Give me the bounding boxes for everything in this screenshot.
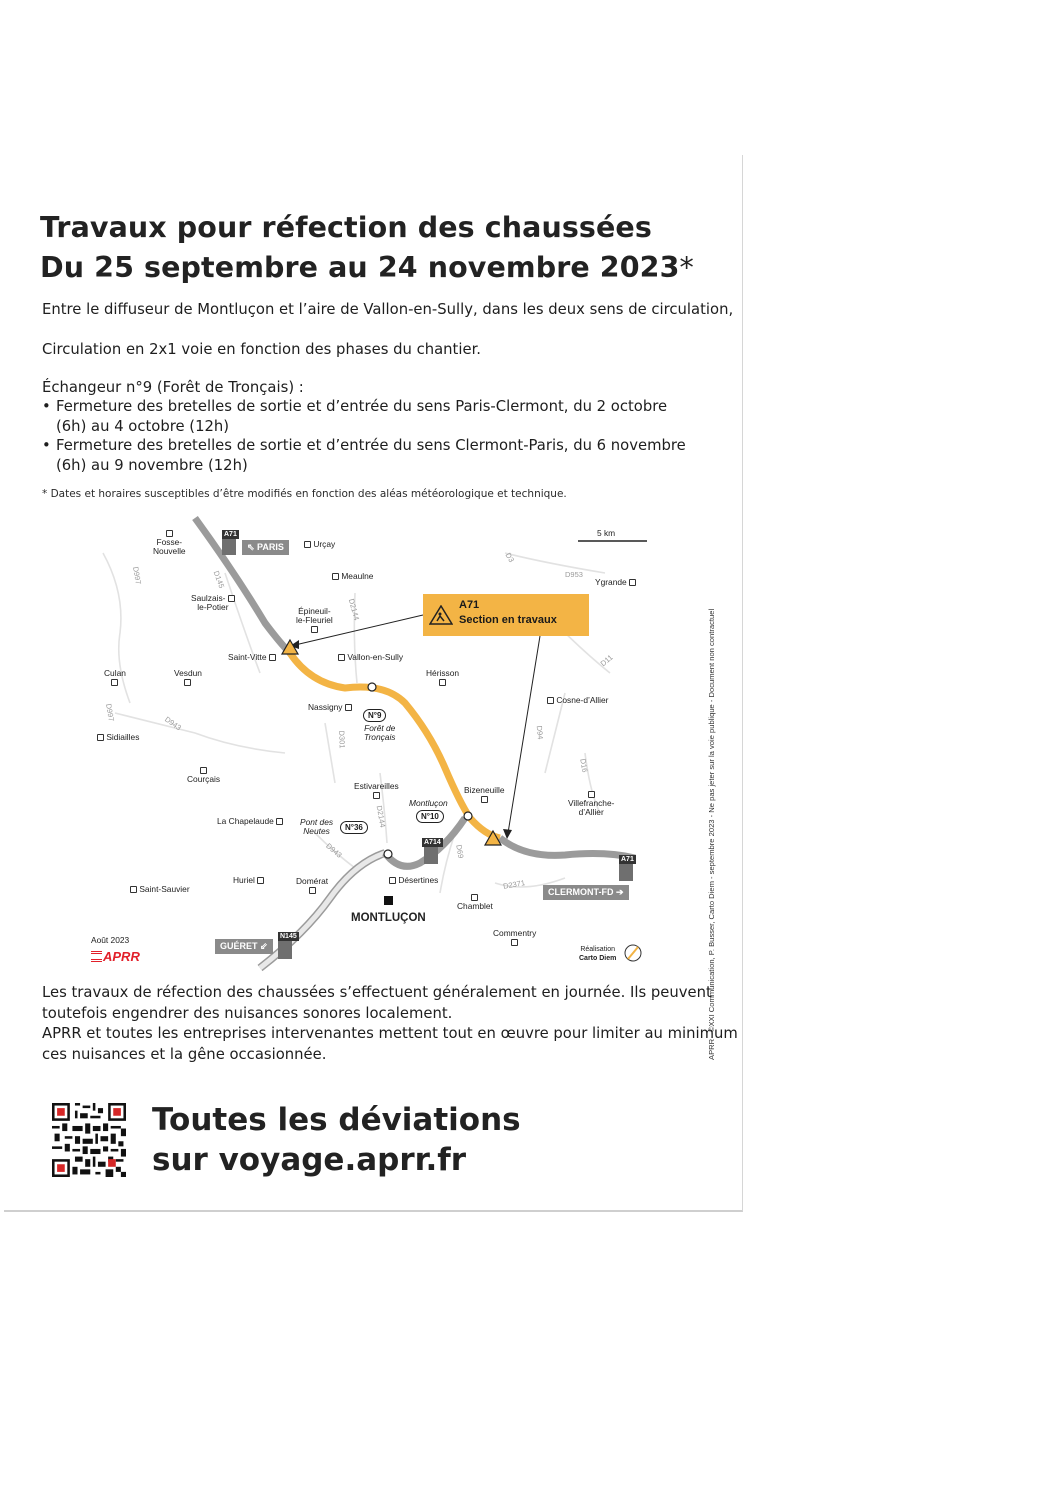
town-marker xyxy=(257,877,264,884)
town-marker xyxy=(345,704,352,711)
title-line-1: Travaux pour réfection des chaussées xyxy=(40,211,652,244)
exit-9-label-l2: Tronçais xyxy=(364,732,396,742)
town-name: Vesdun xyxy=(174,668,202,678)
deviations-cta xyxy=(152,1100,521,1180)
paris-direction-sign xyxy=(242,540,289,555)
motorway-pictogram xyxy=(222,537,236,555)
town-herisson xyxy=(426,669,459,687)
road-d11: D11 xyxy=(598,652,615,669)
town-villefranche-d-allier xyxy=(568,790,614,817)
exit-36-node xyxy=(384,850,392,858)
town-marker xyxy=(511,939,518,946)
town-marker xyxy=(309,887,316,894)
town-vesdun xyxy=(174,669,202,687)
arrow-right-icon: ➔ xyxy=(613,887,624,897)
town-marker xyxy=(389,877,396,884)
map-roads-svg xyxy=(85,513,660,975)
town-chamblet xyxy=(457,893,493,911)
map-credit xyxy=(579,945,616,963)
closing-line-4: ces nuisances et la gêne occasionnée. xyxy=(42,1046,327,1063)
works-box-highway: A71 xyxy=(459,599,480,611)
road-d953: D953 xyxy=(565,570,583,579)
exit-10-badge: N°10 xyxy=(416,810,444,823)
town-saint-vitte xyxy=(228,653,276,662)
road-d943-south: D943 xyxy=(324,841,344,860)
town-marker xyxy=(228,595,235,602)
town-name: Hérisson xyxy=(426,668,460,678)
town-marker xyxy=(111,679,118,686)
town-marker xyxy=(629,579,636,586)
carto-diem-icon-stroke xyxy=(628,947,638,959)
exit-36-label-l1: Pont des xyxy=(300,817,334,827)
road-d2144-south: D2144 xyxy=(374,804,388,829)
n145-badge: N145 xyxy=(280,933,297,940)
town-marker xyxy=(311,626,318,633)
road-d94: D94 xyxy=(534,725,545,740)
town-name: Urçay xyxy=(313,539,336,549)
town-urcay xyxy=(304,540,335,549)
town-name: Ygrande xyxy=(595,577,627,587)
works-box-label: Section en travaux xyxy=(459,614,557,626)
town-name: d’Allier xyxy=(578,807,604,817)
town-nassigny xyxy=(308,703,352,712)
works-section-box xyxy=(423,594,589,636)
qr-code[interactable] xyxy=(52,1103,126,1177)
town-ygrande xyxy=(595,578,636,587)
motorway-pictogram xyxy=(424,846,438,864)
town-name: le-Fleuriel xyxy=(296,615,333,625)
clermont-direction-sign xyxy=(543,885,629,900)
road-d145: D145 xyxy=(211,569,227,590)
town-marker xyxy=(481,796,488,803)
town-name: Nouvelle xyxy=(153,546,186,556)
arrow-down-left-icon: ⇙ xyxy=(257,941,268,951)
town-name: Culan xyxy=(104,668,126,678)
title-line-2 xyxy=(40,248,694,288)
footnote: * Dates et horaires susceptibles d’être modifiés en fonction des aléas météorologique et technique. xyxy=(42,488,567,500)
town-marker xyxy=(373,792,380,799)
roadworks-icon xyxy=(429,605,453,625)
town-estivareilles xyxy=(354,782,399,800)
town-marker xyxy=(269,654,276,661)
credit-line-1: Réalisation xyxy=(580,946,615,953)
town-name: Désertines xyxy=(398,875,439,885)
town-marker xyxy=(338,654,345,661)
town-epineuil-le-fleuriel xyxy=(296,607,333,634)
town-marker xyxy=(439,679,446,686)
gueret-direction-sign xyxy=(215,939,273,954)
road-d997: D997 xyxy=(130,565,143,586)
traffic-paragraph: Circulation en 2x1 voie en fonction des phases du chantier. xyxy=(42,341,482,358)
aprr-logo-text: APRR xyxy=(103,949,140,964)
town-marker xyxy=(184,679,191,686)
town-marker xyxy=(130,886,137,893)
bullet-item-2 xyxy=(42,436,702,476)
title-asterisk: * xyxy=(679,251,694,284)
town-name: Courçais xyxy=(187,774,221,784)
town-name: Estivareilles xyxy=(354,781,399,791)
town-name: le-Potier xyxy=(197,602,229,612)
paris-label: PARIS xyxy=(257,542,284,552)
motorway-pictogram xyxy=(619,863,633,881)
town-marker xyxy=(547,697,554,704)
town-name: Nassigny xyxy=(308,702,343,712)
town-huriel xyxy=(233,876,264,885)
road-d2144-north: D2144 xyxy=(346,597,362,622)
exit-36-label xyxy=(300,818,333,836)
exit-9-node xyxy=(368,683,376,691)
a71-east-road xyxy=(500,838,635,858)
road-d2371: D2371 xyxy=(502,878,526,891)
exit-10-label: Montluçon xyxy=(409,798,448,808)
town-meaulne xyxy=(332,572,373,581)
gueret-label: GUÉRET xyxy=(220,941,258,951)
page-title xyxy=(40,208,694,288)
town-vallon-en-sully xyxy=(338,653,403,662)
town-name: Meaulne xyxy=(341,571,374,581)
town-name: Épineuil- xyxy=(298,606,331,616)
road-d16: D16 xyxy=(578,757,590,774)
route-map xyxy=(85,513,660,975)
town-marker xyxy=(97,734,104,741)
town-name: Commentry xyxy=(493,928,537,938)
town-name: Saulzais- xyxy=(191,593,226,603)
exit-36-label-l2: Neutes xyxy=(303,826,330,836)
town-name: Domérat xyxy=(296,876,329,886)
intro-paragraph: Entre le diffuseur de Montluçon et l’aire de Vallon-en-Sully, dans les deux sens de circulation, xyxy=(42,301,734,318)
town-name: Huriel xyxy=(233,875,255,885)
credit-line-2: Carto Diem xyxy=(579,955,617,962)
road-d69: D69 xyxy=(454,843,466,860)
town-name: Vallon-en-Sully xyxy=(347,652,404,662)
bullet-item-1 xyxy=(42,397,702,437)
a71-north-badge: A71 xyxy=(224,531,237,538)
town-name: Cosne-d’Allier xyxy=(556,695,609,705)
town-marker xyxy=(304,541,311,548)
side-legal-note: APRR - ©XXI Communication, P. Busser, Carto Diem - septembre 2023 - Ne pas jeter sur la voie publique - Document non contractuel xyxy=(707,608,716,1060)
a71-east-badge: A71 xyxy=(621,856,634,863)
town-fosse-nouvelle xyxy=(153,529,186,556)
bullet-2-line-1: Fermeture des bretelles de sortie et d’entrée du sens Clermont-Paris, du 6 novembre xyxy=(56,437,686,454)
town-saulzais-le-potier xyxy=(191,594,235,612)
town-bizeneuille xyxy=(464,786,505,804)
aprr-logo xyxy=(91,949,140,964)
bullet-1-line-1: Fermeture des bretelles de sortie et d’entrée du sens Paris-Clermont, du 2 octobre xyxy=(56,398,668,415)
town-desertines xyxy=(389,876,438,885)
motorway-pictogram xyxy=(278,941,292,959)
map-date: Août 2023 xyxy=(91,935,130,945)
town-marker xyxy=(332,573,339,580)
scale-label: 5 km xyxy=(597,528,616,538)
city-montlucon: MONTLUÇON xyxy=(351,912,426,924)
a71-works-section xyxy=(290,653,500,838)
road-d943: D943 xyxy=(163,714,183,733)
town-domerat xyxy=(296,877,328,895)
road-d3: D3 xyxy=(503,551,517,564)
closing-line-2: toutefois engendrer des nuisances sonores localement. xyxy=(42,1005,453,1022)
town-sidiailles xyxy=(97,733,139,742)
arrow-up-left-icon: ⇖ xyxy=(247,542,258,552)
clermont-label: CLERMONT-FD xyxy=(548,887,614,897)
town-name: Fosse- xyxy=(156,537,183,547)
town-name: Bizeneuille xyxy=(464,785,505,795)
cta-line-1: Toutes les déviations xyxy=(152,1102,521,1138)
a714-badge: A714 xyxy=(424,839,441,846)
town-name: Chamblet xyxy=(457,901,493,911)
town-cosne-d-allier xyxy=(547,696,608,705)
exit-9-badge: N°9 xyxy=(363,709,386,722)
town-culan xyxy=(104,669,126,687)
exit-10-node xyxy=(464,812,472,820)
town-name: Sidiailles xyxy=(106,732,140,742)
closing-line-3: APRR et toutes les entreprises intervenantes mettent tout en œuvre pour limiter au minimum xyxy=(42,1025,738,1042)
town-name: La Chapelaude xyxy=(217,816,274,826)
title-dates: Du 25 septembre au 24 novembre 2023 xyxy=(40,251,680,284)
bullet-dot: • xyxy=(42,398,51,415)
exchange-heading: Échangeur n°9 (Forêt de Tronçais) : xyxy=(42,379,304,396)
road-d997-south: D997 xyxy=(103,702,116,723)
a71-north-road xyxy=(195,518,290,653)
town-courcais xyxy=(187,766,220,784)
aprr-logo-icon xyxy=(91,951,102,962)
town-name: Saint-Vitte xyxy=(228,652,267,662)
cta-line-2[interactable]: sur voyage.aprr.fr xyxy=(152,1142,467,1178)
road-d301: D301 xyxy=(337,730,347,749)
montlucon-city-marker xyxy=(384,896,393,905)
town-name: Saint-Sauvier xyxy=(139,884,190,894)
town-saint-sauvier xyxy=(130,885,190,894)
town-la-chapelaude xyxy=(217,817,283,826)
bullet-dot: • xyxy=(42,437,51,454)
town-marker xyxy=(276,818,283,825)
exit-36-badge: N°36 xyxy=(340,821,368,834)
bullet-1-line-2: (6h) au 4 octobre (12h) xyxy=(56,418,230,435)
town-name: Villefranche- xyxy=(568,798,615,808)
closing-line-1: Les travaux de réfection des chaussées s’effectuent généralement en journée. Ils peuvent xyxy=(42,984,712,1001)
exit-9-label-l1: Forêt de xyxy=(364,723,396,733)
bullet-2-line-2: (6h) au 9 novembre (12h) xyxy=(56,457,248,474)
exit-9-label xyxy=(364,724,396,742)
town-commentry xyxy=(493,929,536,947)
